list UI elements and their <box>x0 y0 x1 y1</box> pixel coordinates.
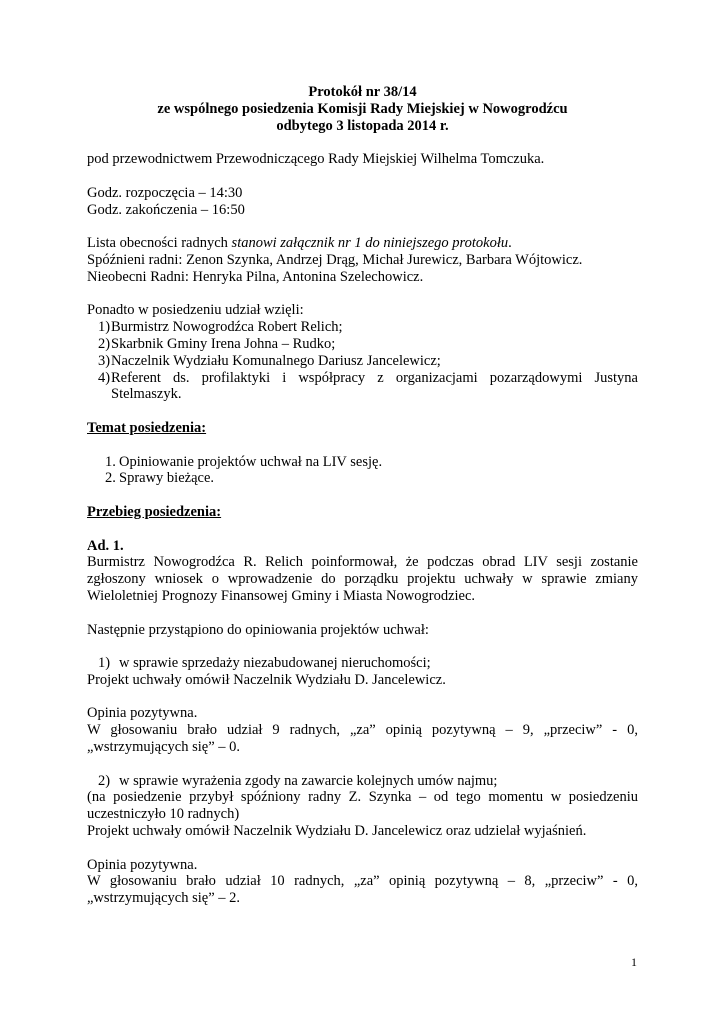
list-item: 2. Sprawy bieżące. <box>105 470 215 487</box>
attendance-list: Lista obecności radnych stanowi załącznik nr 1 do niniejszego protokołu. <box>87 235 512 252</box>
ad1-heading: Ad. 1. <box>87 537 124 554</box>
resolution-item-1: 1) w sprawie sprzedaży niezabudowanej nieruchomości; <box>98 655 431 672</box>
start-time: Godz. rozpoczęcia – 14:30 <box>87 184 243 201</box>
list-item: 1. Opiniowanie projektów uchwał na LIV sesję. <box>105 453 383 470</box>
document-title <box>87 84 638 134</box>
list-item: 2) Skarbnik Gminy Irena Johna – Rudko; <box>98 335 336 352</box>
absent-councillors: Nieobecni Radni: Henryka Pilna, Antonina Szelechowicz. <box>87 268 424 285</box>
chair-text: pod przewodnictwem Przewodniczącego Rady Miejskiej Wilhelma Tomczuka. <box>87 151 545 168</box>
resolution-item-2: 2) w sprawie wyrażenia zgody na zawarcie kolejnych umów najmu; <box>98 772 498 789</box>
end-time: Godz. zakończenia – 16:50 <box>87 201 245 218</box>
topic-list <box>87 454 638 488</box>
ad1-text: Burmistrz Nowogrodźca R. Relich poinformował, że podczas obrad LIV sesji zostanie zgłoszony wniosek o wprowadzenie do porządku projektu uchwały w sprawie zmiany Wieloletniej Prognozy Finansowej Gminy i Miasta Nowogrodziec. <box>87 554 638 604</box>
proceedings-heading: Przebieg posiedzenia: <box>87 503 222 520</box>
list-item: 4) Referent ds. profilaktyki i współpracy z organizacjami pozarządowymi Justyna Stelmaszyk. <box>98 369 638 403</box>
resolution-2-opinion: Opinia pozytywna. <box>87 856 198 873</box>
list-item: 1) Burmistrz Nowogrodźca Robert Relich; <box>98 319 343 336</box>
resolution-1-opinion: Opinia pozytywna. <box>87 705 198 722</box>
page-number: 1 <box>631 955 637 969</box>
document-page <box>87 84 638 907</box>
topic-heading: Temat posiedzenia: <box>87 419 207 436</box>
attachment-reference: stanowi załącznik nr 1 do niniejszego protokołu <box>231 235 509 252</box>
title-line-3: odbytego 3 listopada 2014 r. <box>276 117 449 134</box>
resolution-2-vote: W głosowaniu brało udział 10 radnych, „za” opinią pozytywną – 8, „przeciw” - 0, „wstrzymujących się” – 2. <box>87 873 638 907</box>
participants-list <box>87 319 638 403</box>
next-text: Następnie przystąpiono do opiniowania projektów uchwał: <box>87 621 429 638</box>
late-councillors: Spóźnieni radni: Zenon Szynka, Andrzej Drąg, Michał Jurewicz, Barbara Wójtowicz. <box>87 251 583 268</box>
participants-intro: Ponadto w posiedzeniu udział wzięli: <box>87 302 304 319</box>
title-line-2: ze wspólnego posiedzenia Komisji Rady Miejskiej w Nowogrodźcu <box>157 100 568 117</box>
title-line-1: Protokół nr 38/14 <box>308 84 417 100</box>
resolution-2-note: (na posiedzenie przybył spóźniony radny Z. Szynka – od tego momentu w posiedzeniu uczestniczyło 10 radnych) <box>87 789 638 823</box>
resolution-1-vote: W głosowaniu brało udział 9 radnych, „za” opinią pozytywną – 9, „przeciw” - 0, „wstrzymujących się” – 0. <box>87 722 638 756</box>
resolution-2-discussed: Projekt uchwały omówił Naczelnik Wydziału D. Jancelewicz oraz udzielał wyjaśnień. <box>87 823 587 840</box>
resolution-1-discussed: Projekt uchwały omówił Naczelnik Wydziału D. Jancelewicz. <box>87 671 446 688</box>
list-item: 3) Naczelnik Wydziału Komunalnego Dariusz Jancelewicz; <box>98 352 441 369</box>
